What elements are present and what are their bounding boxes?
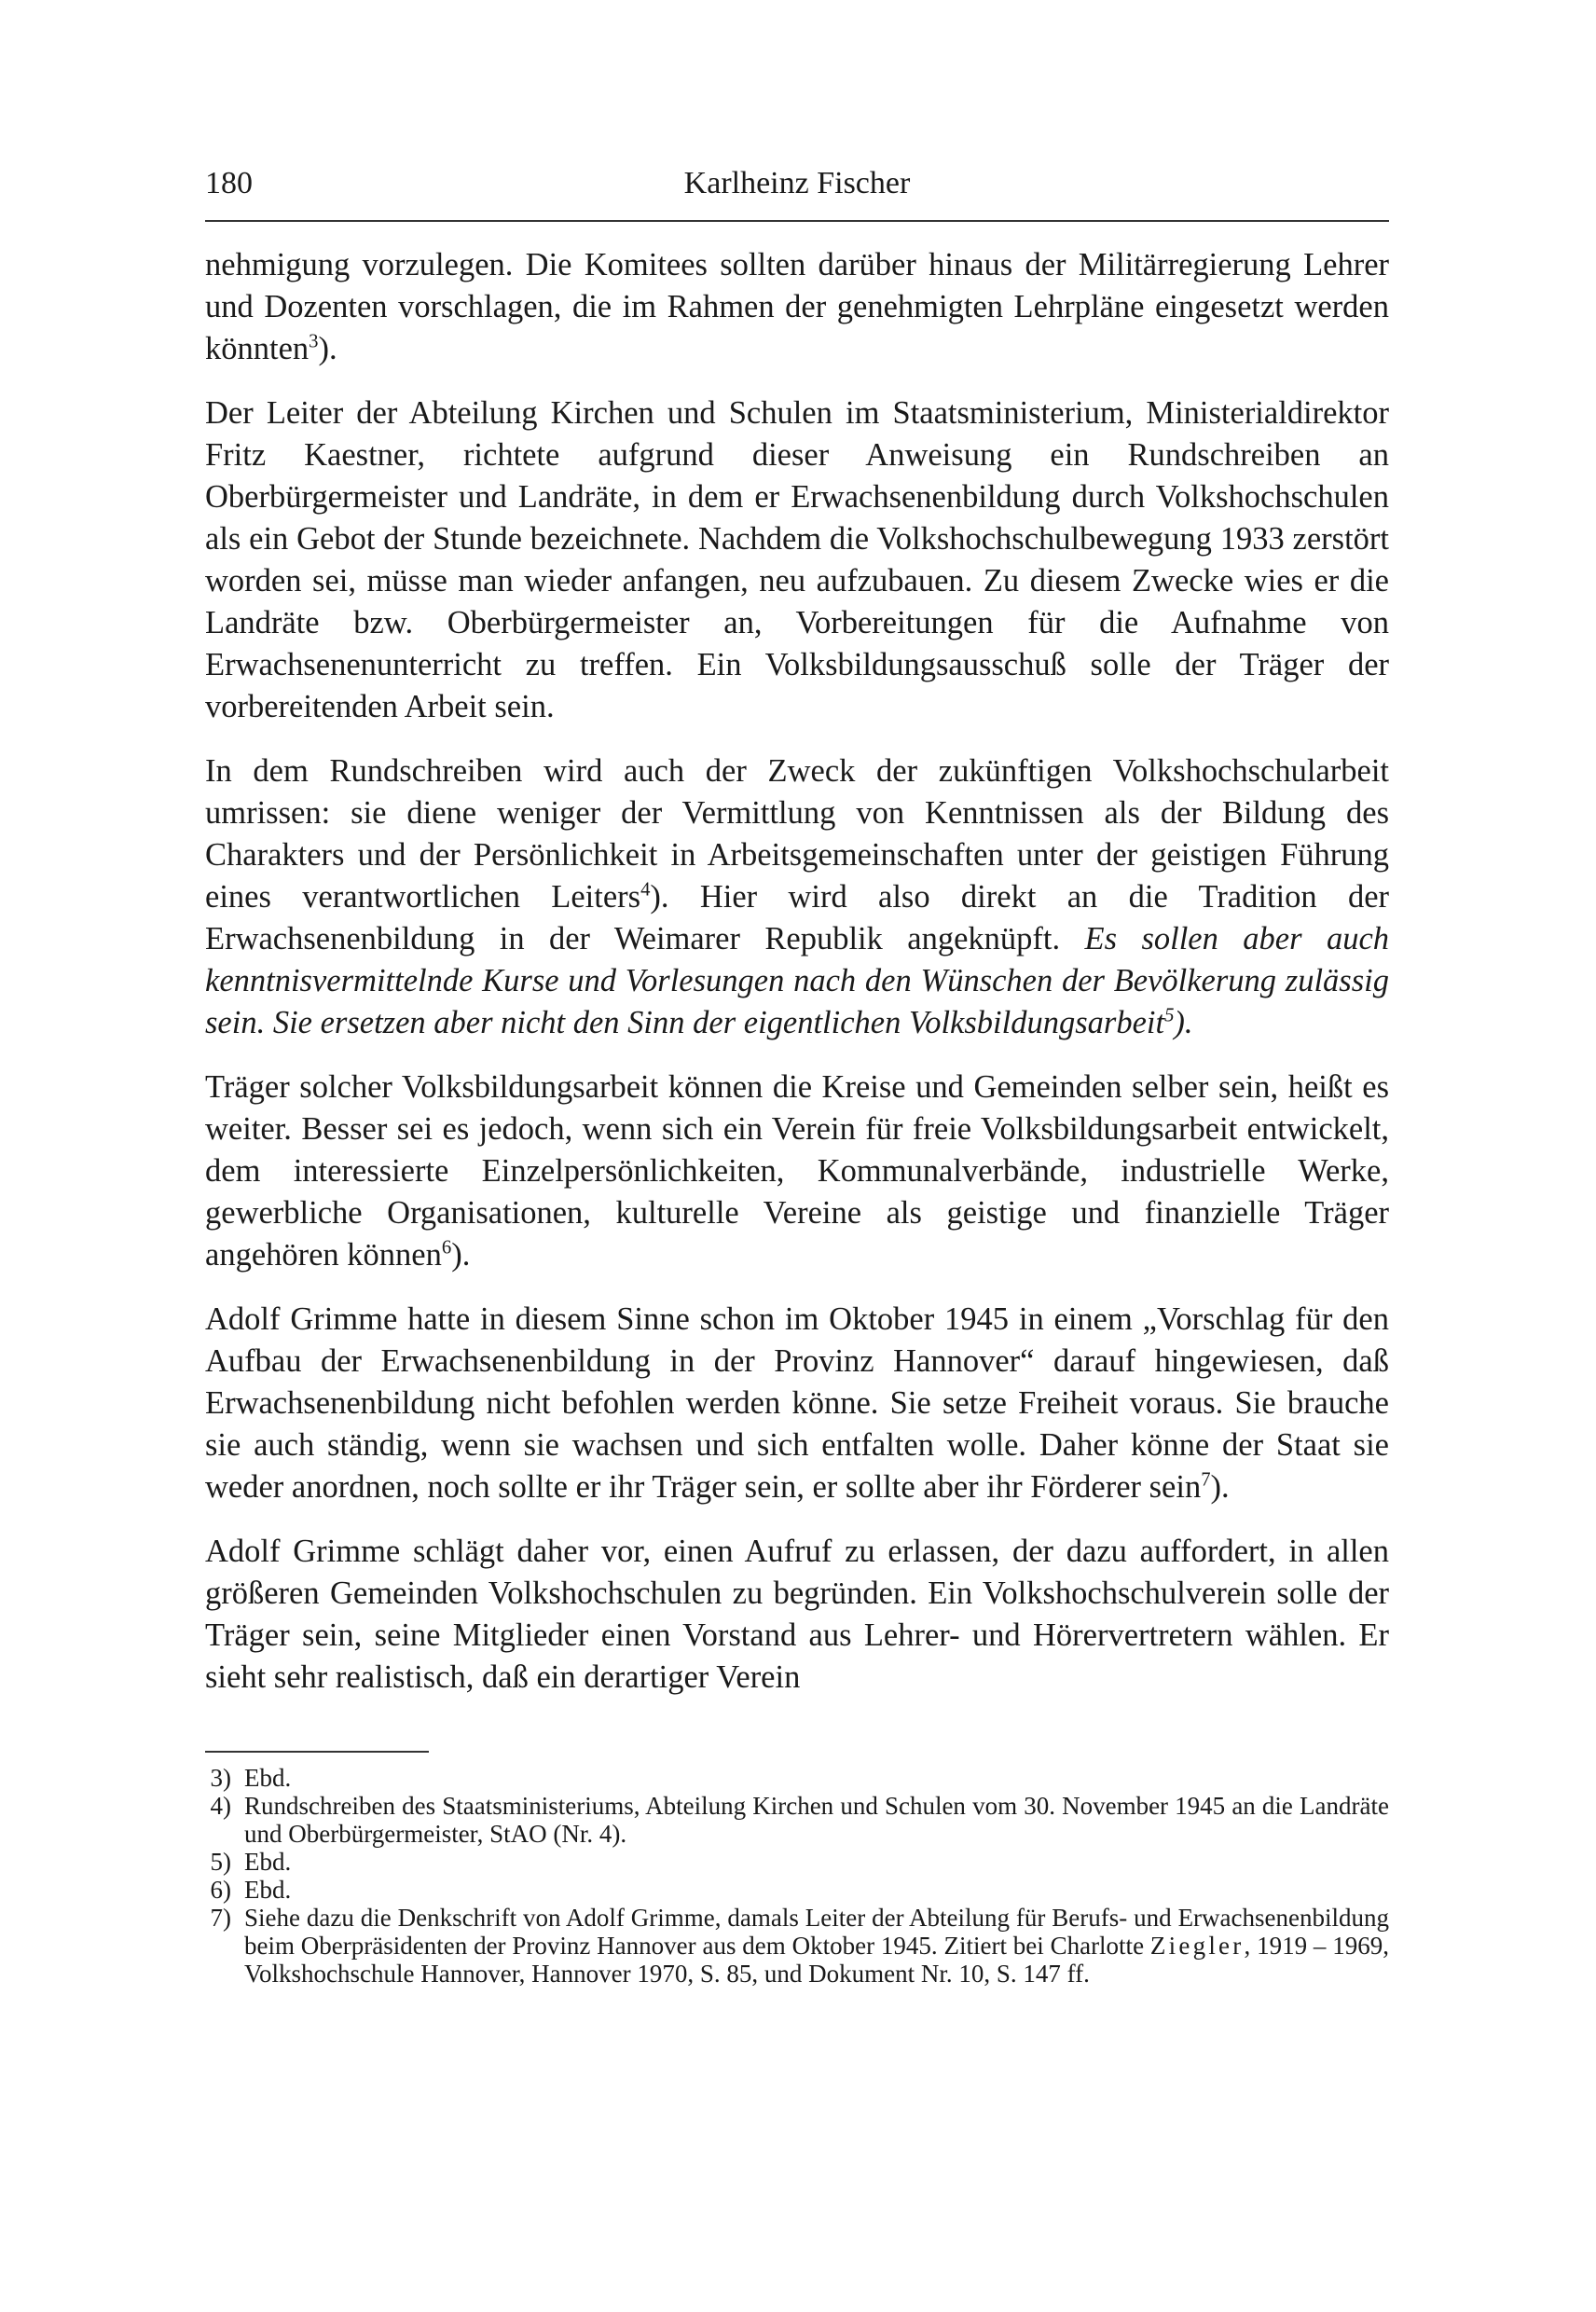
footnote-mark: 6) bbox=[210, 1876, 231, 1904]
footnote-text: Ebd. bbox=[244, 1848, 292, 1876]
footnote-ref-3[interactable]: 3 bbox=[309, 331, 319, 352]
footnote-mark: 4) bbox=[210, 1792, 231, 1820]
footnote-4 bbox=[205, 1792, 1389, 1848]
page-number: 180 bbox=[205, 166, 253, 200]
header-rule bbox=[205, 220, 1389, 222]
footnote-text: Rundschreiben des Staatsministeriums, Abteilung Kirchen und Schulen vom 30. November 1945 an die Landräte und Oberbürgermeister, StAO (Nr. 4). bbox=[244, 1792, 1389, 1848]
paragraph-2: Der Leiter der Abteilung Kirchen und Schulen im Staatsministerium, Ministerialdirektor Fritz Kaestner, richtete aufgrund dieser Anweisung ein Rundschreiben an Oberbürgermeister und Landräte, in dem er Erwachsenenbildung durch Volkshochschulen als ein Gebot der Stunde bezeichnete. Nachdem die Volkshochschulbewegung 1933 zerstört worden sei, müsse man wieder anfangen, neu aufzubauen. Zu diesem Zwecke wies er die Landräte bzw. Oberbürgermeister an, Vorbereitungen für die Aufnahme von Erwachsenenunterricht zu treffen. Ein Volksbildungsausschuß solle der Träger der vorbereitenden Arbeit sein. bbox=[205, 395, 1389, 724]
running-head: Karlheinz Fischer bbox=[683, 166, 911, 200]
paragraph-4: Träger solcher Volksbildungsarbeit können die Kreise und Gemeinden selber sein, heißt es weiter. Besser sei es jedoch, wenn sich ein Verein für freie Volksbildungsarbeit entwickelt, dem interessierte Einzelpersönlichkeiten, Kommunalverbände, industrielle Werke, gewerbliche Organisationen, kulturelle Vereine als geistige und finanzielle Träger angehören können$^6$). bbox=[205, 1069, 1389, 1273]
author-name: Ziegler bbox=[1149, 1932, 1245, 1960]
footnote-3 bbox=[205, 1764, 1389, 1792]
footnote-text: Ebd. bbox=[244, 1764, 292, 1792]
paragraph-6: Adolf Grimme schlägt daher vor, einen Aufruf zu erlassen, der dazu auffordert, in allen größeren Gemeinden Volkshochschulen zu begründen. Ein Volkshochschulverein solle der Träger sein, seine Mitglieder einen Vorstand aus Lehrer- und Hörervertretern wählen. Er sieht sehr realistisch, daß ein derartiger Verein bbox=[205, 1534, 1389, 1695]
footnote-rule bbox=[205, 1751, 429, 1753]
footnote-ref-4[interactable]: 4 bbox=[640, 879, 651, 901]
footnote-ref-5[interactable]: 5 bbox=[1164, 1005, 1175, 1026]
italic-quote: Es sollen aber auch kenntnisvermittelnde Kurse und Vorlesungen nach den Wünschen der Bevölkerung zulässig sein. Sie ersetzen aber nicht den Sinn der eigentlichen Volksbildungsarbeit$^5$). bbox=[205, 921, 1390, 1040]
paragraph-5: Adolf Grimme hatte in diesem Sinne schon im Oktober 1945 in einem „Vorschlag für den Aufbau der Erwachsenenbildung in der Provinz Hannover“ darauf hingewiesen, daß Erwachsenenbildung nicht befohlen werden könne. Sie setze Freiheit voraus. Sie brauche sie auch ständig, wenn sie wachsen und sich entfalten wolle. Daher könne der Staat sie weder anordnen, noch sollte er ihr Träger sein, er sollte aber ihr Förderer sein$^7$). bbox=[205, 1301, 1389, 1505]
footnote-7 bbox=[205, 1904, 1389, 1988]
body-text bbox=[205, 244, 1389, 1699]
footnote-text: Siehe dazu die Denkschrift von Adolf Grimme, damals Leiter der Abteilung für Berufs- und Erwachsenenbildung beim Oberpräsidenten der Provinz Hannover aus dem Oktober 1945. Zitiert bei Charlotte Ziegler, 1919 – 1969, Volkshochschule Hannover, Hannover 1970, S. 85, und Dokument Nr. 10, S. 147 ff. bbox=[244, 1904, 1389, 1988]
footnote-ref-7[interactable]: 7 bbox=[1201, 1469, 1211, 1491]
footnote-6 bbox=[205, 1876, 1389, 1904]
paragraph-3: In dem Rundschreiben wird auch der Zweck der zukünftigen Volkshochschularbeit umrissen: sie diene weniger der Vermittlung von Kenntnissen als der Bildung des Charakters und der Persönlichkeit in Arbeitsgemeinschaften unter der geistigen Führung eines verantwortlichen Leiters$^4$). Hier wird also direkt an die Tradition der Erwachsenenbildung in der Weimarer Republik angeknüpft. Es sollen aber auch kenntnisvermittelnde Kurse und Vorlesungen nach den Wünschen der Bevölkerung zulässig sein. Sie ersetzen aber nicht den Sinn der eigentlichen Volksbildungsarbeit$^5$). bbox=[205, 753, 1390, 1040]
footnote-mark: 5) bbox=[210, 1848, 231, 1876]
paragraph-1: nehmigung vorzulegen. Die Komitees sollten darüber hinaus der Militärregierung Lehrer und Dozenten vorschlagen, die im Rahmen der genehmigten Lehrpläne eingesetzt werden könnten$^3$). bbox=[205, 247, 1389, 366]
footnote-ref-6[interactable]: 6 bbox=[441, 1237, 452, 1259]
footnotes bbox=[205, 1764, 1389, 1988]
footnote-5 bbox=[205, 1848, 1389, 1876]
footnote-text: Ebd. bbox=[244, 1876, 292, 1904]
page-header bbox=[205, 166, 1389, 207]
footnote-mark: 3) bbox=[210, 1764, 231, 1792]
footnote-mark: 7) bbox=[210, 1904, 231, 1932]
